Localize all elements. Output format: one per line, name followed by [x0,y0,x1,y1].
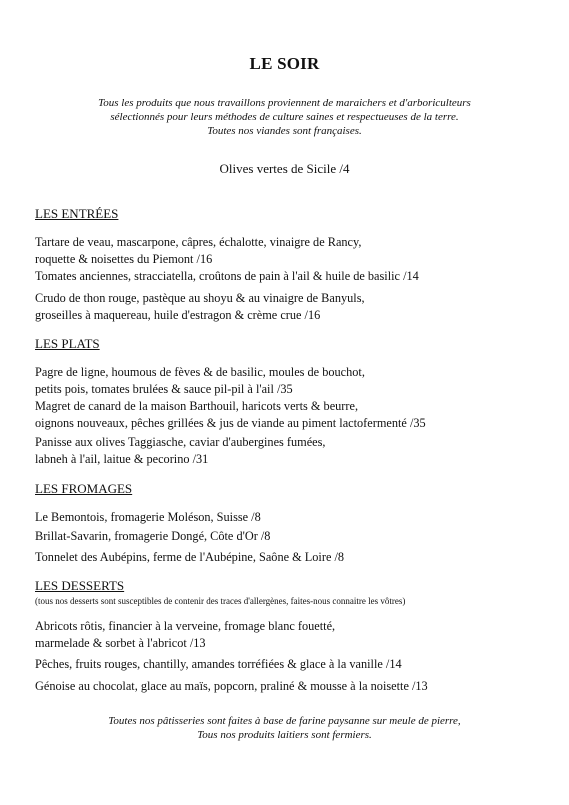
menu-item-line: roquette & noisettes du Piemont /16 [35,251,213,266]
menu-item-line: labneh à l'ail, laitue & pecorino /31 [35,451,209,466]
menu-item [35,528,270,545]
allergen-note: (tous nos desserts sont susceptibles de contenir des traces d'allergènes, faites-nous connaitre les vôtres) [35,596,406,606]
menu-item [35,549,344,566]
menu-item-line: Panisse aux olives Taggiasche, caviar d'aubergines fumées, [35,435,326,449]
menu-item-line: Pagre de ligne, houmous de fèves & de basilic, moules de bouchot, [35,365,365,379]
menu-item-line: Abricots rôtis, financier à la verveine, fromage blanc fouetté, [35,619,336,633]
intro-text [0,96,569,138]
menu-item [35,234,361,267]
menu-item-line: Tonnelet des Aubépins, ferme de l'Aubépine, Saône & Loire /8 [35,550,345,564]
menu-item [35,398,426,431]
section-heading-desserts: LES DESSERTS [35,578,125,593]
menu-item-line: Pêches, fruits rouges, chantilly, amandes torréfiées & glace à la vanille /14 [35,657,402,671]
menu-item [35,364,365,397]
intro-line: sélectionnés pour leurs méthodes de culture saines et respectueuses de la terre. [110,111,459,123]
intro-line: Tous les produits que nous travaillons proviennent de maraichers et d'arboriculteurs [98,97,471,109]
menu-item [35,268,419,285]
section-heading-entrees: LES ENTRÉES [35,206,119,221]
menu-item-line: Brillat-Savarin, fromagerie Dongé, Côte d'Or /8 [35,529,271,543]
menu-item [35,656,402,673]
menu-item [35,618,335,651]
page-title: LE SOIR [249,54,320,73]
intro-line: Toutes nos viandes sont françaises. [207,125,362,137]
menu-item [35,678,428,695]
menu-item [35,509,261,526]
footer-line: Toutes nos pâtisseries sont faites à base de farine paysanne sur meule de pierre, [108,715,461,727]
olives-item: Olives vertes de Sicile /4 [219,161,350,176]
menu-item-line: petits pois, tomates brulées & sauce pil-pil à l'ail /35 [35,381,293,396]
menu-item-line: groseilles à maquereau, huile d'estragon & crème crue /16 [35,307,321,322]
menu-item-line: marmelade & sorbet à l'abricot /13 [35,635,206,650]
menu-item-line: Le Bemontois, fromagerie Moléson, Suisse /8 [35,510,261,524]
menu-item-line: oignons nouveaux, pêches grillées & jus de viande au piment lactofermenté /35 [35,415,426,430]
menu-item [35,290,365,323]
footer-line: Tous nos produits laitiers sont fermiers. [197,729,372,741]
section-heading-fromages: LES FROMAGES [35,481,133,496]
menu-item [35,434,325,467]
section-heading-plats: LES PLATS [35,336,100,351]
menu-item-line: Crudo de thon rouge, pastèque au shoyu & au vinaigre de Banyuls, [35,291,365,305]
menu-item-line: Génoise au chocolat, glace au maïs, popcorn, praliné & mousse à la noisette /13 [35,679,428,693]
footer-note [0,714,569,742]
menu-item-line: Tartare de veau, mascarpone, câpres, échalotte, vinaigre de Rancy, [35,235,362,249]
menu-item-line: Tomates anciennes, stracciatella, croûtons de pain à l'ail & huile de basilic /14 [35,269,419,283]
menu-item-line: Magret de canard de la maison Barthouil, haricots verts & beurre, [35,399,359,413]
